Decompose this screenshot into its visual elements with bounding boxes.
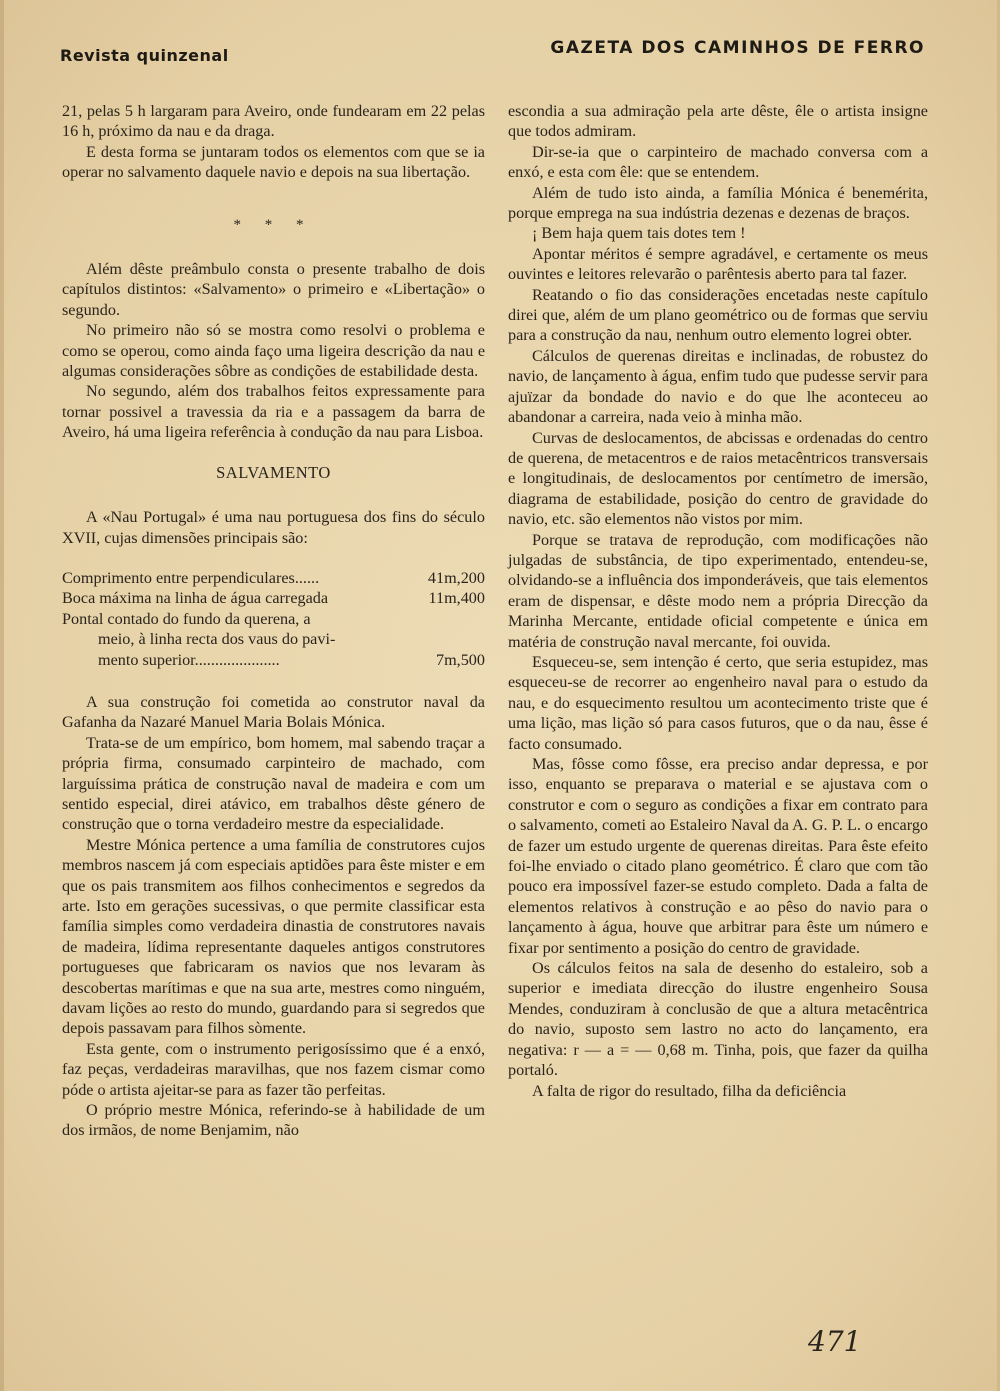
paragraph: Curvas de deslocamentos, de abcissas e ordenadas do centro de querena, de metacentros e de raios metacêntricos transversais e longitudinais, de deslocamentos por centímetro de imersão, diagrama de estabilidade, posição do centro de gravidade do navio, etc. são elementos não vistos por mim. — [508, 428, 928, 529]
header-journal-title: GAZETA DOS CAMINHOS DE FERRO — [550, 38, 925, 58]
paragraph: No primeiro não só se mostra como resolvi o problema e como se operou, como ainda faço uma ligeira descrição da nau e algumas considerações sôbre as condições de estabilidade desta. — [62, 321, 485, 381]
paragraph: Trata-se de um empírico, bom homem, mal sabendo traçar a própria firma, consumado carpinteiro de machado, com larguíssima prática de construção naval de madeira e com um sentido especial, direi atávico, em trabalhos dêste género de construção que o torna verdadeiro mestre da especialidade. — [62, 733, 485, 834]
dimensions-table — [62, 568, 485, 670]
paragraph: ¡ Bem haja quem tais dotes tem ! — [532, 224, 746, 243]
paragraph: Esta gente, com o instrumento perigosíssimo que é a enxó, faz peças, verdadeiras maravilhas, que nos fazem cismar como póde o artista ajeitar-se para as fazer tão perfeitas. — [62, 1039, 485, 1099]
header-publication-type: Revista quinzenal — [60, 46, 229, 65]
dimension-row — [62, 588, 485, 608]
dimension-label: Comprimento entre perpendiculares...... — [62, 568, 320, 587]
paragraph: escondia a sua admiração pela arte dêste, êle o artista insigne que todos admiram. — [508, 102, 928, 141]
section-separator: * * * — [233, 216, 314, 233]
paragraph: Além de tudo isto ainda, a família Mónica é benemérita, porque emprega na sua indústria dezenas e dezenas de braços. — [508, 183, 928, 223]
left-column — [62, 101, 485, 1141]
paragraph: A «Nau Portugal» é uma nau portuguesa dos fins do século XVII, cujas dimensões principais são: — [62, 508, 485, 547]
page-number: 471 — [808, 1325, 862, 1358]
paragraph: No segundo, além dos trabalhos feitos expressamente para tornar possivel a travessia da ria e a passagem da barra de Aveiro, há uma ligeira referência à condução da nau para Lisboa. — [62, 382, 485, 442]
dimension-label: Boca máxima na linha de água carregada — [62, 589, 329, 608]
paragraph: A sua construção foi cometida ao construtor naval da Gafanha da Nazaré Manuel Maria Bolais Mónica. — [62, 692, 485, 732]
section-heading: SALVAMENTO — [216, 462, 331, 482]
paragraph: E desta forma se juntaram todos os elementos com que se ia operar no salvamento daquele navio e depois na sua libertação. — [62, 142, 485, 182]
dimension-label: mento superior..................... — [98, 650, 280, 669]
dimension-row — [62, 650, 485, 670]
paragraph: Reatando o fio das considerações encetadas neste capítulo direi que, além de um plano geométrico ou de formas que serviu para a construção da nau, nenhum outro elemento logrei obter. — [508, 285, 928, 345]
dimension-value: 11m,400 — [428, 589, 485, 608]
running-header — [60, 38, 925, 68]
dimension-row — [62, 568, 485, 588]
dimension-row — [62, 609, 485, 629]
paragraph: Apontar méritos é sempre agradável, e certamente os meus ouvintes e leitores relevarão o parêntesis aberto para tal fazer. — [508, 244, 928, 284]
right-column — [508, 101, 928, 1101]
paragraph: O próprio mestre Mónica, referindo-se à habilidade de um dos irmãos, de nome Benjamim, não — [62, 1101, 485, 1140]
dimension-value: 7m,500 — [435, 650, 485, 669]
paragraph: Porque se tratava de reprodução, com modificações não julgadas de substância, de tipo experimentado, entendeu-se, olvidando-se a influência dos imponderáveis, que tais elementos eram de dispensar, e dêste modo nem a própria Direcção da Marinha Mercante, entidade oficial competente e única em matéria de construção naval mercante, foi ouvida. — [508, 530, 928, 651]
paragraph: Esqueceu-se, sem intenção é certo, que seria estupidez, mas esqueceu-se de recorrer ao engenheiro naval para o estudo da nau, e do esquecimento resultou um acontecimento triste que é uma lição, mas lição só para casos futuros, que o da nau, êsse é facto consumado. — [508, 652, 928, 753]
dimension-label: Pontal contado do fundo da querena, a — [62, 609, 311, 628]
paragraph: Dir-se-ia que o carpinteiro de machado conversa com a enxó, e esta com êle: que se entendem. — [508, 142, 928, 182]
paragraph: Os cálculos feitos na sala de desenho do estaleiro, sob a superior e imediata direcção do ilustre engenheiro Sousa Mendes, conduziram à conclusão de que a altura metacêntrica do navio, suposto sem lastro no acto do lançamento, era negativa: r — a = — 0,68 m. Tinha, pois, que fazer da quilha portaló. — [508, 959, 928, 1080]
paragraph: Além dêste preâmbulo consta o presente trabalho de dois capítulos distintos: «Salvamento» o primeiro e «Libertação» o segundo. — [62, 260, 485, 319]
paragraph: Mas, fôsse como fôsse, era preciso andar depressa, e por isso, enquanto se preparava o material e se ajustava com o construtor e com o seguro as condições a fixar em contrato para o salvamento, cometi ao Estaleiro Naval da A. G. P. L. o encargo de fazer um estudo urgente de querenas direitas. Para êste efeito foi-lhe enviado o citado plano geométrico. É claro que com tão pouco era impossível fazer-se estudo completo. Dada a falta de elementos relativos à construção e ao pêso do navio para o lançamento à água, houve que arbitrar para êste um número e fixar por sentimento a posição do centro de gravidade. — [508, 755, 929, 957]
page-edge-shadow — [0, 0, 4, 1391]
paragraph: 21, pelas 5 h largaram para Aveiro, onde fundearam em 22 pelas 16 h, próximo da nau e da draga. — [62, 102, 485, 141]
dimension-value: 41m,200 — [427, 568, 485, 587]
paragraph: A falta de rigor do resultado, filha da deficiência — [532, 1081, 847, 1100]
paragraph: Cálculos de querenas direitas e inclinadas, de robustez do navio, de lançamento à água, enfim tudo que pudesse servir para ajuïzar da bondade do navio e do que lhe aconteceu ao abandonar a carreira, nada veio à minha mão. — [508, 346, 928, 427]
dimension-label: meio, à linha recta dos vaus do pavi- — [98, 630, 336, 649]
paragraph: Mestre Mónica pertence a uma família de construtores cujos membros nascem já com especiais aptidões para êste mister e em que os pais transmitem aos filhos conhecimentos e segredos da arte. Isto em gerações sucessivas, o que permite classificar esta família simples como verdadeira dinastia de construtores navais de madeira, lídima representante daqueles antigos construtores portugueses que fabricaram os navios que nos levaram às descobertas marítimas e que na sua arte, mestres como ninguém, davam lições ao resto do mundo, guardando para si segredos que depois passavam para filhos sòmente. — [62, 835, 485, 1038]
dimension-row — [62, 629, 485, 649]
